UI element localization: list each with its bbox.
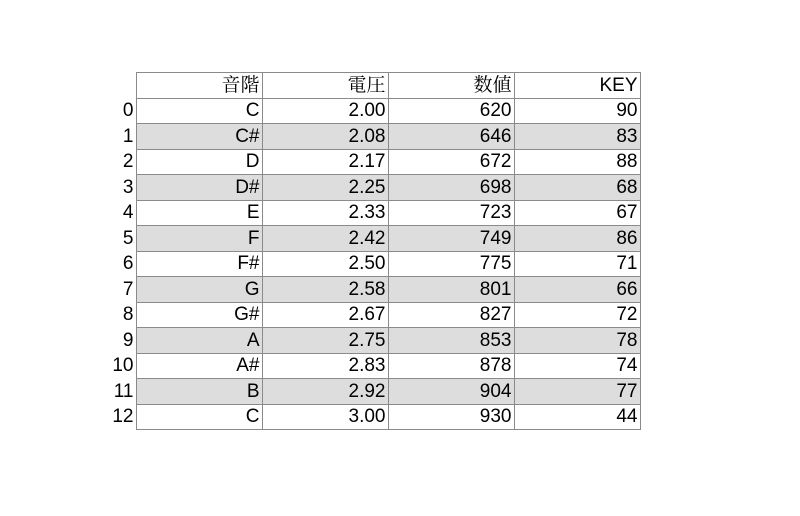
cell-note: A# (136, 353, 262, 379)
cell-key: 68 (514, 175, 640, 201)
cell-value: 904 (388, 379, 514, 405)
table-row (108, 404, 640, 430)
row-index: 11 (113, 380, 134, 402)
cell-key: 77 (514, 379, 640, 405)
table-row (108, 302, 640, 328)
index-column-header (108, 73, 136, 99)
row-index: 7 (122, 278, 134, 300)
cell-voltage: 2.83 (262, 353, 388, 379)
cell-value: 801 (388, 277, 514, 303)
table-row (108, 98, 640, 124)
table-header-row (108, 73, 640, 99)
table-row (108, 277, 640, 303)
cell-note: G# (136, 302, 262, 328)
cell-value: 930 (388, 404, 514, 430)
cell-voltage: 2.00 (262, 98, 388, 124)
cell-voltage: 2.50 (262, 251, 388, 277)
cell-voltage: 2.42 (262, 226, 388, 252)
cell-value: 672 (388, 149, 514, 175)
cell-voltage: 2.58 (262, 277, 388, 303)
cell-voltage: 3.00 (262, 404, 388, 430)
cell-key: 86 (514, 226, 640, 252)
table-row (108, 353, 640, 379)
row-index: 5 (122, 227, 134, 249)
table-row (108, 251, 640, 277)
cell-voltage: 2.08 (262, 124, 388, 150)
cell-key: 74 (514, 353, 640, 379)
cell-voltage: 2.67 (262, 302, 388, 328)
cell-value: 620 (388, 98, 514, 124)
cell-value: 827 (388, 302, 514, 328)
column-header-value: 数値 (388, 73, 514, 99)
row-index: 4 (122, 202, 134, 224)
column-header-voltage: 電圧 (262, 73, 388, 99)
data-table-container (108, 72, 641, 430)
table-row (108, 226, 640, 252)
cell-key: 78 (514, 328, 640, 354)
cell-key: 66 (514, 277, 640, 303)
row-index: 0 (122, 100, 134, 122)
table-row (108, 328, 640, 354)
cell-note: D (136, 149, 262, 175)
cell-note: C# (136, 124, 262, 150)
note-voltage-table (108, 72, 641, 430)
cell-value: 878 (388, 353, 514, 379)
cell-value: 723 (388, 200, 514, 226)
row-index: 9 (122, 329, 134, 351)
table-row (108, 175, 640, 201)
cell-voltage: 2.25 (262, 175, 388, 201)
cell-note: F# (136, 251, 262, 277)
row-index: 6 (122, 253, 134, 275)
cell-voltage: 2.33 (262, 200, 388, 226)
column-header-key: KEY (514, 73, 640, 99)
cell-note: C (136, 98, 262, 124)
cell-key: 90 (514, 98, 640, 124)
row-index: 10 (112, 355, 134, 377)
cell-value: 646 (388, 124, 514, 150)
row-index: 3 (122, 176, 134, 198)
cell-note: E (136, 200, 262, 226)
cell-key: 67 (514, 200, 640, 226)
cell-note: G (136, 277, 262, 303)
cell-voltage: 2.17 (262, 149, 388, 175)
cell-value: 775 (388, 251, 514, 277)
table-body (108, 98, 640, 430)
table-row (108, 124, 640, 150)
cell-voltage: 2.75 (262, 328, 388, 354)
cell-key: 72 (514, 302, 640, 328)
cell-note: F (136, 226, 262, 252)
cell-voltage: 2.92 (262, 379, 388, 405)
cell-value: 749 (388, 226, 514, 252)
cell-key: 83 (514, 124, 640, 150)
cell-note: B (136, 379, 262, 405)
table-row (108, 379, 640, 405)
cell-key: 71 (514, 251, 640, 277)
cell-value: 853 (388, 328, 514, 354)
cell-note: C (136, 404, 262, 430)
table-row (108, 200, 640, 226)
cell-note: D# (136, 175, 262, 201)
cell-key: 44 (514, 404, 640, 430)
column-header-note: 音階 (136, 73, 262, 99)
row-index: 8 (122, 304, 134, 326)
cell-key: 88 (514, 149, 640, 175)
row-index: 2 (122, 151, 134, 173)
row-index: 12 (112, 406, 134, 428)
cell-value: 698 (388, 175, 514, 201)
table-row (108, 149, 640, 175)
row-index: 1 (122, 125, 134, 147)
cell-note: A (136, 328, 262, 354)
